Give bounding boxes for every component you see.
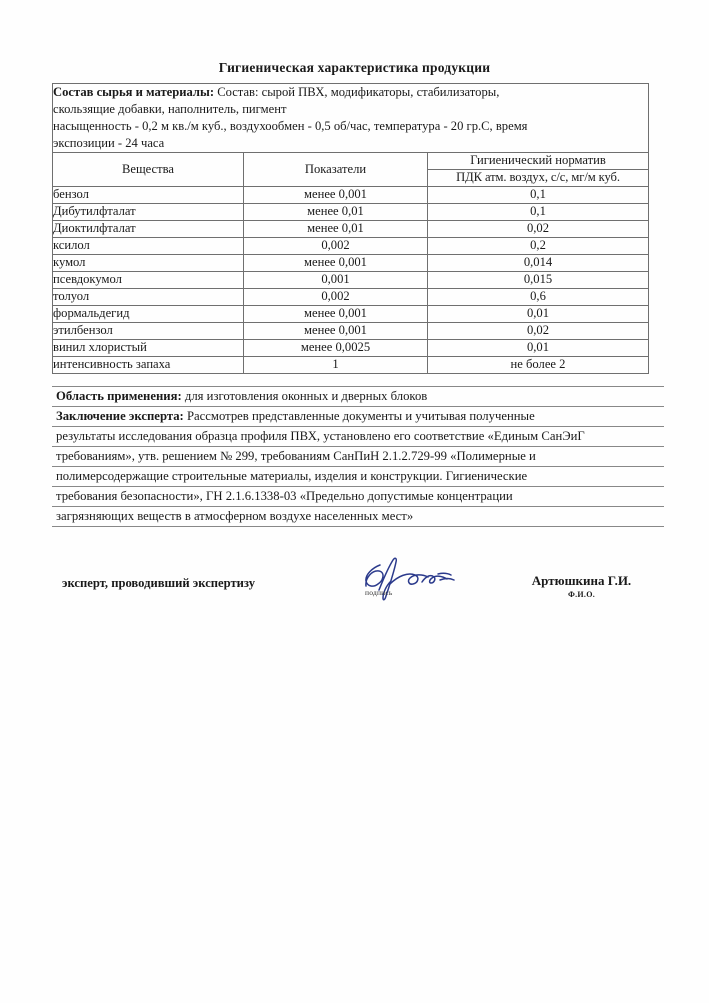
cell-norm: 0,014 bbox=[428, 254, 649, 271]
composition-row bbox=[53, 84, 649, 153]
cell-norm: не более 2 bbox=[428, 356, 649, 373]
signature-row bbox=[52, 570, 664, 616]
fio-label: Ф.И.О. bbox=[567, 590, 596, 599]
column-header-norm-sub: ПДК атм. воздух, с/с, мг/м куб. bbox=[428, 169, 649, 186]
column-header-norm: Гигиенический норматив bbox=[428, 152, 649, 169]
cell-norm: 0,1 bbox=[428, 203, 649, 220]
table-row bbox=[53, 237, 649, 254]
cell-norm: 0,02 bbox=[428, 220, 649, 237]
table-row bbox=[53, 254, 649, 271]
composition-cell bbox=[53, 84, 649, 153]
cell-indicator: 1 bbox=[244, 356, 428, 373]
composition-line-1: Состав: сырой ПВХ, модификаторы, стабилизаторы, bbox=[217, 85, 500, 99]
cell-substance: этилбензол bbox=[53, 322, 244, 339]
cell-indicator: менее 0,01 bbox=[244, 203, 428, 220]
composition-label: Состав сырья и материалы: bbox=[53, 85, 215, 99]
cell-substance: Дибутилфталат bbox=[53, 203, 244, 220]
conclusion-line-2: результаты исследования образца профиля ПВХ, установлено его соответствие «Единым СанЭиГ bbox=[52, 427, 664, 447]
cell-norm: 0,02 bbox=[428, 322, 649, 339]
table-row bbox=[53, 203, 649, 220]
table-row bbox=[53, 339, 649, 356]
cell-norm: 0,015 bbox=[428, 271, 649, 288]
cell-substance: толуол bbox=[53, 288, 244, 305]
composition-line-4: экспозиции - 24 часа bbox=[53, 135, 165, 150]
page-title: Гигиеническая характеристика продукции bbox=[218, 60, 491, 75]
cell-substance: псевдокумол bbox=[53, 271, 244, 288]
cell-indicator: менее 0,001 bbox=[244, 186, 428, 203]
hygiene-characteristics-table bbox=[52, 83, 649, 374]
conclusion-line-1-text: Рассмотрев представленные документы и учитывая полученные bbox=[186, 409, 535, 423]
column-header-indicator: Показатели bbox=[244, 152, 428, 186]
conclusion-line-5: требования безопасности», ГН 2.1.6.1338-03 «Предельно допустимые концентрации bbox=[52, 487, 664, 507]
table-row bbox=[53, 322, 649, 339]
application-label: Область применения: bbox=[56, 389, 182, 403]
cell-indicator: менее 0,001 bbox=[244, 254, 428, 271]
application-text: для изготовления оконных и дверных блоков bbox=[184, 389, 428, 403]
cell-norm: 0,6 bbox=[428, 288, 649, 305]
composition-line-2: скользящие добавки, наполнитель, пигмент bbox=[53, 101, 287, 116]
conclusion-block bbox=[52, 386, 664, 527]
cell-substance: формальдегид bbox=[53, 305, 244, 322]
cell-substance: интенсивность запаха bbox=[53, 356, 244, 373]
cell-indicator: 0,001 bbox=[244, 271, 428, 288]
cell-substance: кумол bbox=[53, 254, 244, 271]
cell-indicator: менее 0,001 bbox=[244, 305, 428, 322]
signature-role-label: эксперт, проводивший экспертизу bbox=[62, 576, 256, 590]
column-header-substance: Вещества bbox=[53, 152, 244, 186]
cell-indicator: 0,002 bbox=[244, 288, 428, 305]
table-row bbox=[53, 271, 649, 288]
cell-norm: 0,2 bbox=[428, 237, 649, 254]
cell-norm: 0,01 bbox=[428, 339, 649, 356]
signature-caption: подпись bbox=[365, 588, 393, 597]
expert-name: Артюшкина Г.И. bbox=[531, 573, 632, 588]
table-row bbox=[53, 305, 649, 322]
cell-substance: винил хлористый bbox=[53, 339, 244, 356]
cell-indicator: 0,002 bbox=[244, 237, 428, 254]
cell-substance: Диоктилфталат bbox=[53, 220, 244, 237]
table-row bbox=[53, 220, 649, 237]
table-row bbox=[53, 186, 649, 203]
conclusion-line-1 bbox=[52, 407, 664, 427]
cell-substance: бензол bbox=[53, 186, 244, 203]
conclusion-line-6: загрязняющих веществ в атмосферном воздухе населенных мест» bbox=[52, 507, 664, 527]
cell-norm: 0,1 bbox=[428, 186, 649, 203]
cell-substance: ксилол bbox=[53, 237, 244, 254]
composition-line-3: насыщенность - 0,2 м кв./м куб., воздухообмен - 0,5 об/час, температура - 20 гр.С, время bbox=[53, 118, 528, 133]
cell-indicator: менее 0,0025 bbox=[244, 339, 428, 356]
cell-norm: 0,01 bbox=[428, 305, 649, 322]
conclusion-line-4: полимерсодержащие строительные материалы, изделия и конструкции. Гигиенические bbox=[52, 467, 664, 487]
table-header-row-1 bbox=[53, 152, 649, 169]
application-line bbox=[52, 386, 664, 407]
conclusion-line-3: требованиям», утв. решением № 299, требованиям СанПиН 2.1.2.729-99 «Полимерные и bbox=[52, 447, 664, 467]
cell-indicator: менее 0,001 bbox=[244, 322, 428, 339]
conclusion-label: Заключение эксперта: bbox=[56, 409, 184, 423]
table-body bbox=[53, 186, 649, 373]
table-row bbox=[53, 356, 649, 373]
table-row bbox=[53, 288, 649, 305]
cell-indicator: менее 0,01 bbox=[244, 220, 428, 237]
